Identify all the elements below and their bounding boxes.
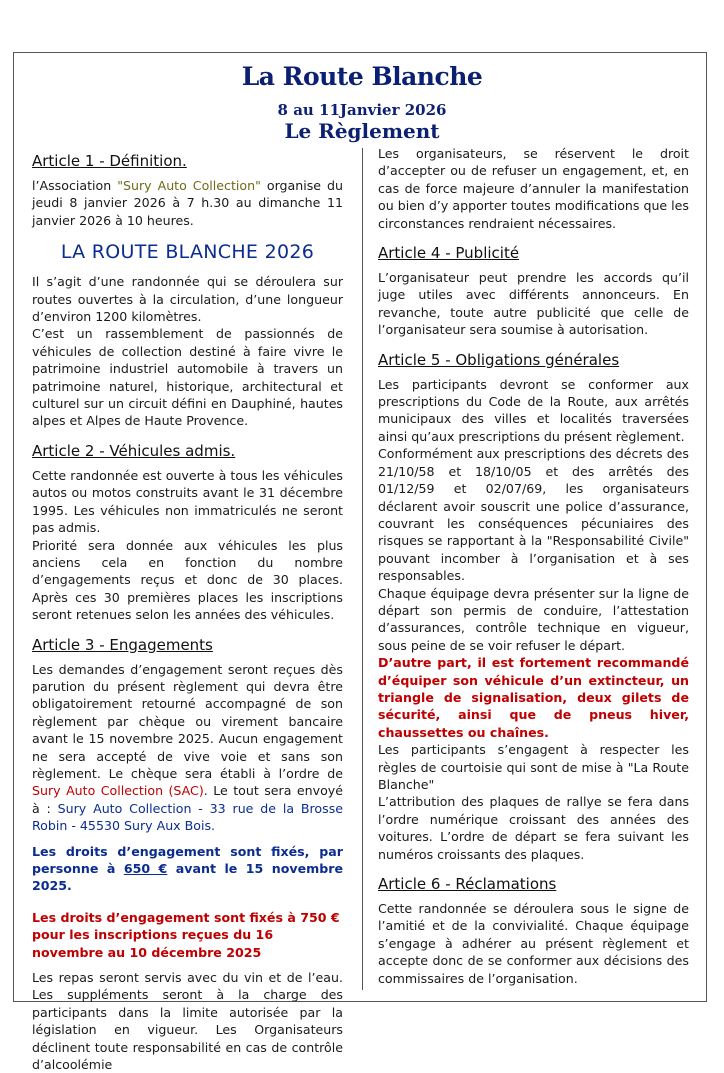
column-divider (362, 148, 363, 990)
spacer (378, 863, 689, 871)
association-name: "Sury Auto Collection" (117, 178, 261, 193)
article-3-continuation: Les organisateurs, se réservent le droit d’accepter ou de refuser un engagement, et, en cas de force majeure d’annuler la manifestation ou bien d’y apporter toutes modifications que les circonstances rendraient nécessaires. (378, 146, 689, 231)
article-3-title: Article 3 - Engagements (32, 635, 213, 654)
spacer (378, 232, 689, 240)
article-4-title: Article 4 - Publicité (378, 244, 520, 263)
intro-text: l’Association (32, 178, 118, 193)
article-1-intro (32, 177, 343, 229)
spacer (378, 339, 689, 347)
article-3-requests (32, 661, 343, 835)
article-5-title: Article 5 - Obligations générales (378, 350, 620, 369)
fee-early-amount: 650 € (123, 861, 168, 876)
article-1-purpose: C’est un rassemblement de passionnés de véhicules de collection destiné à faire vivre le patrimoine industriel automobile à travers un patrimoine naturel, historique, architectural et culturel sur un circuit défini en Dauphiné, hautes alpes et Alpes de Haute Provence. (32, 326, 343, 429)
spacer (32, 895, 343, 909)
event-name-heading: LA ROUTE BLANCHE 2026 (60, 241, 315, 264)
right-column (378, 145, 689, 987)
article-1-description: Il s’agit d’une randonnée qui se déroulera sur routes ouvertes à la circulation, d’une longueur d’environ 1200 kilomètres. (32, 274, 343, 325)
article-5-safety-recommendation: D’autre part, il est fortement recommandé d’équiper son véhicule d’un extincteur, un triangle de signalisation, deux gilets de sécurité, ainsi que de pneus hiver, chaussettes ou chaînes. (378, 655, 689, 740)
article-5-courtesy: Les participants s’engagent à respecter les règles de courtoisie qui sont de mise à "La Route Blanche" (378, 742, 689, 792)
event-dates: 8 au 11Janvier 2026 (277, 101, 447, 119)
article-6-claims: Cette randonnée se déroulera sous le signe de l’amitié et de la convivialité. Chaque équipage s’engage à adhérer au présent règlement et accepte donc de se conformer aux décisions des commissaires de l’organisation. (378, 901, 689, 986)
spacer (32, 624, 343, 632)
left-column (32, 148, 343, 1073)
article-6-title: Article 6 - Réclamations (378, 875, 557, 894)
spacer (32, 430, 343, 438)
spacer (32, 961, 343, 969)
fee-early-text: Les droits d’engagement sont fixés, par personne à (32, 843, 343, 876)
document-title: La Route Blanche (241, 62, 483, 91)
article-5-plates: L’attribution des plaques de rallye se fera dans l’ordre numérique croissant des années des voitures. L’ordre de départ se fera suivant les numéros croissants des plaques. (378, 794, 689, 862)
article-4-advertising: L’organisateur peut prendre les accords qu’il juge utiles avec différents annonceurs. En revanche, toute autre publicité que celle de l’organisateur sera soumise à autorisation. (378, 270, 689, 338)
requests-text: Les demandes d’engagement seront reçues dès parution du présent règlement qui devra être obligatoirement retourné accompagné de son règlement par chèque ou virement bancaire avant le 15 novembre 2025. Aucun engagement ne sera accepté de vive voie et sans son règlement. Le chèque sera établi à l’ordre de (32, 661, 343, 781)
fee-late: Les droits d’engagement sont fixés à 750 € pour les inscriptions reçues du 16 novembre au 10 décembre 2025 (32, 909, 340, 960)
fee-early (32, 843, 343, 895)
document-subtitle: Le Règlement (284, 119, 440, 143)
send-to-text: . Le tout sera envoyé à : (32, 783, 344, 816)
mailing-address: Sury Auto Collection - 33 rue de la Brosse Robin - 45530 Sury Aux Bois. (32, 800, 344, 834)
article-2-eligibility: Cette randonnée est ouverte à tous les véhicules autos ou motos construits avant le 31 décembre 1995. Les véhicules non immatriculés ne seront pas admis. (32, 467, 343, 536)
spacer (32, 835, 343, 843)
article-1-title: Article 1 - Définition. (32, 152, 187, 170)
article-5-highway-code: Les participants devront se conformer aux prescriptions du Code de la Route, aux arrêtés municipaux des villes et localités traversées ainsi qu’aux prescriptions du présent règlement. (378, 376, 689, 444)
article-5-insurance: Conformément aux prescriptions des décrets des 21/10/58 et 18/10/05 et des arrêtés des 01/12/59 et 02/07/69, les organisateurs déclarent avoir souscrit une police d’assurance, couvrant les conséquences pécuniaires des risques se rapportant à la "Responsabilité Civile" pouvant incomber à l’organisation et à ses responsables. (378, 446, 689, 584)
intro-dates-text: organise du jeudi 8 janvier 2026 à 7 h.30 au dimanche 11 janvier 2026 à 10 heures. (32, 178, 343, 228)
fee-early-deadline: avant le 15 novembre 2025. (32, 861, 344, 894)
article-2-title: Article 2 - Véhicules admis. (32, 441, 236, 460)
article-2-priority: Priorité sera donnée aux véhicules les plus anciens cela en fonction du nombre d’engagements reçus et donc de 30 places. Après ces 30 premières places les inscriptions seront retenues selon les années des véhicules. (32, 537, 343, 623)
article-5-documents: Chaque équipage devra présenter sur la ligne de départ son permis de conduire, l’attestation d’assurances, contrôle technique en vigueur, sous peine de se voir refuser le départ. (378, 585, 689, 653)
article-3-meals: Les repas seront servis avec du vin et de l’eau. Les suppléments seront à la charge des participants dans la limite autorisée par la législation en vigueur. Les Organisateurs déclinent toute responsabilité en cas de contrôle d’alcoolémie (32, 970, 343, 1073)
cheque-payee: Sury Auto Collection (SAC) (32, 783, 204, 799)
